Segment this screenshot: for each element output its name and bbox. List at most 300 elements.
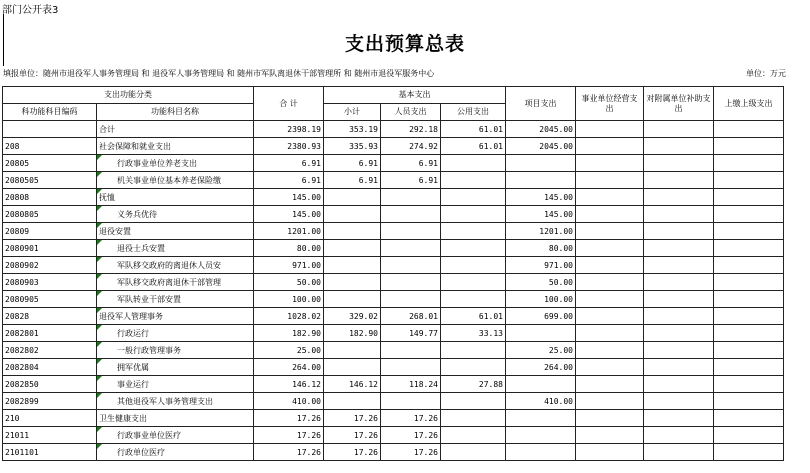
row-total bbox=[254, 342, 324, 359]
row-total bbox=[254, 121, 324, 138]
row-total-text: 6.91 bbox=[301, 175, 321, 185]
row-personnel bbox=[381, 257, 441, 274]
row-personnel bbox=[381, 138, 441, 155]
row-name bbox=[97, 155, 254, 172]
row-personnel bbox=[381, 393, 441, 410]
row-subtotal bbox=[324, 444, 381, 461]
row-subtotal-text: 17.26 bbox=[353, 447, 378, 457]
row-remit bbox=[714, 359, 784, 376]
row-biz-op bbox=[576, 274, 644, 291]
row-code bbox=[3, 274, 97, 291]
row-code-text: 2080505 bbox=[5, 175, 39, 185]
row-name-text: 行政单位医疗 bbox=[117, 447, 165, 457]
row-subtotal bbox=[324, 325, 381, 342]
row-name-text: 行政事业单位医疗 bbox=[117, 430, 181, 440]
table-row bbox=[3, 427, 784, 444]
row-name-text: 其他退役军人事务管理支出 bbox=[117, 396, 213, 406]
row-total bbox=[254, 172, 324, 189]
row-biz-op bbox=[576, 257, 644, 274]
header-remit: 上缴上级支出 bbox=[714, 87, 784, 121]
row-code-text: 21011 bbox=[5, 430, 30, 440]
row-personnel bbox=[381, 376, 441, 393]
table-row bbox=[3, 325, 784, 342]
row-code bbox=[3, 172, 97, 189]
row-code bbox=[3, 308, 97, 325]
row-name bbox=[97, 393, 254, 410]
row-project-text: 145.00 bbox=[544, 209, 573, 219]
row-biz-op bbox=[576, 172, 644, 189]
row-subsidy bbox=[644, 444, 714, 461]
row-subtotal bbox=[324, 240, 381, 257]
row-biz-op bbox=[576, 410, 644, 427]
header-subsidy: 对附属单位补助支出 bbox=[644, 87, 714, 121]
table-row bbox=[3, 359, 784, 376]
cell-marker-icon bbox=[97, 206, 102, 211]
row-project bbox=[506, 291, 576, 308]
row-total-text: 410.00 bbox=[292, 396, 321, 406]
table-row bbox=[3, 257, 784, 274]
row-total-text: 1028.02 bbox=[287, 311, 321, 321]
table-row bbox=[3, 172, 784, 189]
row-name bbox=[97, 427, 254, 444]
row-biz-op bbox=[576, 308, 644, 325]
row-name bbox=[97, 223, 254, 240]
row-subsidy bbox=[644, 138, 714, 155]
header-subtotal: 小计 bbox=[324, 104, 381, 121]
row-name-text: 退役安置 bbox=[99, 226, 131, 236]
row-name-text: 行政事业单位养老支出 bbox=[117, 158, 197, 168]
header-total: 合 计 bbox=[254, 87, 324, 121]
row-remit bbox=[714, 393, 784, 410]
row-public bbox=[441, 444, 506, 461]
row-project bbox=[506, 240, 576, 257]
row-subtotal bbox=[324, 427, 381, 444]
row-subtotal bbox=[324, 359, 381, 376]
row-project bbox=[506, 410, 576, 427]
row-code bbox=[3, 444, 97, 461]
row-project bbox=[506, 274, 576, 291]
cell-marker-icon bbox=[97, 274, 102, 279]
row-total-text: 17.26 bbox=[296, 413, 321, 423]
row-project-text: 50.00 bbox=[548, 277, 573, 287]
cell-marker-icon bbox=[97, 155, 102, 160]
budget-table bbox=[2, 86, 784, 461]
row-total-text: 146.12 bbox=[292, 379, 321, 389]
row-total bbox=[254, 376, 324, 393]
row-public bbox=[441, 223, 506, 240]
row-public bbox=[441, 325, 506, 342]
row-public-text: 33.13 bbox=[478, 328, 503, 338]
row-code bbox=[3, 342, 97, 359]
row-total bbox=[254, 240, 324, 257]
row-biz-op bbox=[576, 444, 644, 461]
row-project-text: 2045.00 bbox=[539, 124, 573, 134]
row-total-text: 1201.00 bbox=[287, 226, 321, 236]
page-title: 支出预算总表 bbox=[344, 33, 465, 55]
row-name bbox=[97, 308, 254, 325]
money-unit: 单位：万元 bbox=[746, 69, 786, 78]
row-biz-op bbox=[576, 189, 644, 206]
row-remit bbox=[714, 240, 784, 257]
row-total bbox=[254, 410, 324, 427]
table-number-label: 部门公开表3 bbox=[2, 5, 59, 16]
row-biz-op bbox=[576, 427, 644, 444]
row-personnel-text: 292.18 bbox=[409, 124, 438, 134]
row-public bbox=[441, 240, 506, 257]
row-total bbox=[254, 308, 324, 325]
row-biz-op bbox=[576, 376, 644, 393]
row-total bbox=[254, 427, 324, 444]
cell-marker-icon bbox=[97, 308, 102, 313]
row-total bbox=[254, 138, 324, 155]
row-subsidy bbox=[644, 172, 714, 189]
row-total bbox=[254, 325, 324, 342]
row-total-text: 100.00 bbox=[292, 294, 321, 304]
table-row bbox=[3, 206, 784, 223]
row-total-text: 50.00 bbox=[296, 277, 321, 287]
row-code-text: 20805 bbox=[5, 158, 30, 168]
row-personnel-text: 268.01 bbox=[409, 311, 438, 321]
row-biz-op bbox=[576, 121, 644, 138]
row-project bbox=[506, 393, 576, 410]
row-personnel bbox=[381, 189, 441, 206]
row-remit bbox=[714, 376, 784, 393]
row-subtotal bbox=[324, 376, 381, 393]
row-remit bbox=[714, 223, 784, 240]
row-personnel bbox=[381, 172, 441, 189]
cell-marker-icon bbox=[97, 342, 102, 347]
row-project-text: 2045.00 bbox=[539, 141, 573, 151]
header-project: 项目支出 bbox=[506, 87, 576, 121]
row-remit bbox=[714, 189, 784, 206]
row-subtotal-text: 17.26 bbox=[353, 430, 378, 440]
row-code bbox=[3, 410, 97, 427]
row-personnel bbox=[381, 121, 441, 138]
row-subtotal bbox=[324, 172, 381, 189]
row-remit bbox=[714, 291, 784, 308]
row-remit bbox=[714, 325, 784, 342]
row-code-text: 208 bbox=[5, 141, 20, 151]
table-row bbox=[3, 240, 784, 257]
header-basic: 基本支出 bbox=[324, 87, 506, 104]
cell-marker-icon bbox=[97, 240, 102, 245]
table-row bbox=[3, 121, 784, 138]
row-total-text: 145.00 bbox=[292, 209, 321, 219]
row-personnel-text: 17.26 bbox=[413, 430, 438, 440]
row-total bbox=[254, 444, 324, 461]
row-biz-op bbox=[576, 342, 644, 359]
row-code bbox=[3, 155, 97, 172]
row-personnel-text: 6.91 bbox=[418, 158, 438, 168]
table-row bbox=[3, 155, 784, 172]
row-project bbox=[506, 223, 576, 240]
row-subsidy bbox=[644, 410, 714, 427]
cell-marker-icon bbox=[97, 393, 102, 398]
row-remit bbox=[714, 274, 784, 291]
row-personnel bbox=[381, 223, 441, 240]
row-subsidy bbox=[644, 342, 714, 359]
row-name bbox=[97, 325, 254, 342]
row-public bbox=[441, 138, 506, 155]
row-name bbox=[97, 274, 254, 291]
row-personnel bbox=[381, 240, 441, 257]
row-subtotal-text: 146.12 bbox=[349, 379, 378, 389]
row-subtotal bbox=[324, 138, 381, 155]
row-biz-op bbox=[576, 291, 644, 308]
row-personnel bbox=[381, 155, 441, 172]
row-project bbox=[506, 342, 576, 359]
row-project-text: 25.00 bbox=[548, 345, 573, 355]
row-personnel bbox=[381, 342, 441, 359]
row-code bbox=[3, 223, 97, 240]
header-personnel: 人员支出 bbox=[381, 104, 441, 121]
row-code-text: 210 bbox=[5, 413, 20, 423]
row-code-text: 20828 bbox=[5, 311, 30, 321]
row-personnel bbox=[381, 206, 441, 223]
row-public bbox=[441, 206, 506, 223]
row-code-text: 20809 bbox=[5, 226, 30, 236]
row-name bbox=[97, 189, 254, 206]
row-subsidy bbox=[644, 325, 714, 342]
row-name-text: 机关事业单位基本养老保险缴 bbox=[117, 175, 221, 185]
table-row bbox=[3, 138, 784, 155]
row-project bbox=[506, 257, 576, 274]
row-name bbox=[97, 257, 254, 274]
row-subsidy bbox=[644, 155, 714, 172]
row-public bbox=[441, 121, 506, 138]
row-project bbox=[506, 189, 576, 206]
row-project bbox=[506, 325, 576, 342]
table-row bbox=[3, 223, 784, 240]
row-personnel bbox=[381, 410, 441, 427]
row-name-text: 一般行政管理事务 bbox=[117, 345, 181, 355]
cell-marker-icon bbox=[97, 257, 102, 262]
row-subsidy bbox=[644, 427, 714, 444]
row-remit bbox=[714, 172, 784, 189]
row-project bbox=[506, 206, 576, 223]
row-project bbox=[506, 155, 576, 172]
row-subsidy bbox=[644, 223, 714, 240]
row-total-text: 80.00 bbox=[296, 243, 321, 253]
row-total bbox=[254, 291, 324, 308]
table-row bbox=[3, 274, 784, 291]
row-subsidy bbox=[644, 274, 714, 291]
row-project-text: 1201.00 bbox=[539, 226, 573, 236]
row-code-text: 2082802 bbox=[5, 345, 39, 355]
row-subtotal bbox=[324, 342, 381, 359]
row-remit bbox=[714, 138, 784, 155]
row-subsidy bbox=[644, 206, 714, 223]
row-subtotal bbox=[324, 257, 381, 274]
header-name: 功能科目名称 bbox=[97, 104, 254, 121]
row-name bbox=[97, 444, 254, 461]
row-biz-op bbox=[576, 325, 644, 342]
row-public bbox=[441, 274, 506, 291]
row-biz-op bbox=[576, 206, 644, 223]
row-personnel-text: 17.26 bbox=[413, 413, 438, 423]
row-code bbox=[3, 121, 97, 138]
header-func-class: 支出功能分类 bbox=[3, 87, 254, 104]
row-project bbox=[506, 444, 576, 461]
row-subtotal-text: 182.90 bbox=[349, 328, 378, 338]
row-name-text: 抚恤 bbox=[99, 192, 115, 202]
table-row bbox=[3, 308, 784, 325]
row-project-text: 971.00 bbox=[544, 260, 573, 270]
row-code-text: 20808 bbox=[5, 192, 30, 202]
row-public bbox=[441, 393, 506, 410]
row-remit bbox=[714, 308, 784, 325]
row-personnel bbox=[381, 291, 441, 308]
row-personnel-text: 6.91 bbox=[418, 175, 438, 185]
table-row bbox=[3, 393, 784, 410]
row-code bbox=[3, 393, 97, 410]
row-personnel bbox=[381, 308, 441, 325]
row-total bbox=[254, 189, 324, 206]
row-code bbox=[3, 325, 97, 342]
row-personnel bbox=[381, 325, 441, 342]
row-personnel bbox=[381, 359, 441, 376]
reporting-unit: 填报单位：随州市退役军人事务管理局 和 退役军人事务管理局 和 随州市军队离退休干部管理所 和 随州市退役军服务中心 bbox=[3, 69, 435, 78]
row-code-text: 2080805 bbox=[5, 209, 39, 219]
row-code bbox=[3, 376, 97, 393]
row-public bbox=[441, 291, 506, 308]
row-biz-op bbox=[576, 359, 644, 376]
row-subsidy bbox=[644, 291, 714, 308]
row-project-text: 100.00 bbox=[544, 294, 573, 304]
table-row bbox=[3, 376, 784, 393]
table-row bbox=[3, 291, 784, 308]
row-name-text: 退役士兵安置 bbox=[117, 243, 165, 253]
header-code: 科功能科目编码 bbox=[3, 104, 97, 121]
row-personnel-text: 17.26 bbox=[413, 447, 438, 457]
row-code-text: 2080902 bbox=[5, 260, 39, 270]
cell-marker-icon bbox=[97, 172, 102, 177]
row-subtotal bbox=[324, 393, 381, 410]
row-personnel bbox=[381, 427, 441, 444]
row-name-text: 社会保障和就业支出 bbox=[99, 141, 171, 151]
row-remit bbox=[714, 155, 784, 172]
row-personnel-text: 149.77 bbox=[409, 328, 438, 338]
row-public-text: 61.01 bbox=[478, 311, 503, 321]
row-project-text: 410.00 bbox=[544, 396, 573, 406]
row-subtotal-text: 353.19 bbox=[349, 124, 378, 134]
table-row bbox=[3, 410, 784, 427]
row-public bbox=[441, 359, 506, 376]
row-remit bbox=[714, 444, 784, 461]
row-public bbox=[441, 172, 506, 189]
row-subtotal bbox=[324, 189, 381, 206]
row-name-text: 退役军人管理事务 bbox=[99, 311, 163, 321]
row-code bbox=[3, 206, 97, 223]
cell-marker-icon bbox=[97, 223, 102, 228]
row-project-text: 264.00 bbox=[544, 362, 573, 372]
row-total-text: 6.91 bbox=[301, 158, 321, 168]
row-personnel bbox=[381, 444, 441, 461]
row-subsidy bbox=[644, 257, 714, 274]
row-name bbox=[97, 359, 254, 376]
row-name-text: 事业运行 bbox=[117, 379, 149, 389]
row-personnel-text: 274.92 bbox=[409, 141, 438, 151]
row-total-text: 182.90 bbox=[292, 328, 321, 338]
row-total bbox=[254, 393, 324, 410]
cell-marker-icon bbox=[97, 325, 102, 330]
row-subsidy bbox=[644, 189, 714, 206]
row-name bbox=[97, 121, 254, 138]
row-code-text: 2080903 bbox=[5, 277, 39, 287]
row-subtotal-text: 6.91 bbox=[358, 158, 378, 168]
row-code bbox=[3, 291, 97, 308]
row-total-text: 17.26 bbox=[296, 430, 321, 440]
row-total-text: 264.00 bbox=[292, 362, 321, 372]
row-code bbox=[3, 240, 97, 257]
row-name-text: 卫生健康支出 bbox=[99, 413, 147, 423]
cell-marker-icon bbox=[97, 291, 102, 296]
row-name bbox=[97, 410, 254, 427]
row-code-text: 2082801 bbox=[5, 328, 39, 338]
row-project-text: 80.00 bbox=[548, 243, 573, 253]
row-public bbox=[441, 189, 506, 206]
row-code-text: 2080905 bbox=[5, 294, 39, 304]
row-remit bbox=[714, 342, 784, 359]
row-subsidy bbox=[644, 308, 714, 325]
row-name-text: 义务兵优待 bbox=[117, 209, 157, 219]
row-subsidy bbox=[644, 121, 714, 138]
row-name-text: 军队转业干部安置 bbox=[117, 294, 181, 304]
row-name bbox=[97, 172, 254, 189]
row-personnel-text: 118.24 bbox=[409, 379, 438, 389]
row-name-text: 拥军优属 bbox=[117, 362, 149, 372]
row-total-text: 25.00 bbox=[296, 345, 321, 355]
row-total bbox=[254, 257, 324, 274]
row-biz-op bbox=[576, 155, 644, 172]
row-name-text: 军队移交政府的离退休人员安 bbox=[117, 260, 221, 270]
row-total bbox=[254, 206, 324, 223]
row-name-text: 军队移交政府离退休干部管理 bbox=[117, 277, 221, 287]
cell-marker-icon bbox=[97, 376, 102, 381]
row-subtotal-text: 17.26 bbox=[353, 413, 378, 423]
row-code bbox=[3, 257, 97, 274]
row-code-text: 2101101 bbox=[5, 447, 39, 457]
row-project bbox=[506, 121, 576, 138]
row-remit bbox=[714, 206, 784, 223]
row-public bbox=[441, 342, 506, 359]
row-total-text: 2398.19 bbox=[287, 124, 321, 134]
row-project bbox=[506, 308, 576, 325]
row-public-text: 61.01 bbox=[478, 124, 503, 134]
row-project bbox=[506, 172, 576, 189]
header-biz-op: 事业单位经营支出 bbox=[576, 87, 644, 121]
row-code bbox=[3, 138, 97, 155]
row-biz-op bbox=[576, 223, 644, 240]
row-subtotal bbox=[324, 206, 381, 223]
table-row bbox=[3, 444, 784, 461]
row-project-text: 145.00 bbox=[544, 192, 573, 202]
row-public-text: 61.01 bbox=[478, 141, 503, 151]
row-total bbox=[254, 155, 324, 172]
row-subtotal-text: 335.93 bbox=[349, 141, 378, 151]
row-name-text: 行政运行 bbox=[117, 328, 149, 338]
row-name-text: 合计 bbox=[99, 124, 115, 134]
row-project bbox=[506, 359, 576, 376]
row-total bbox=[254, 359, 324, 376]
row-subtotal bbox=[324, 410, 381, 427]
row-name bbox=[97, 376, 254, 393]
row-code-text: 2082850 bbox=[5, 379, 39, 389]
row-remit bbox=[714, 427, 784, 444]
row-code-text: 2080901 bbox=[5, 243, 39, 253]
cell-marker-icon bbox=[97, 444, 102, 449]
cell-marker-icon bbox=[97, 359, 102, 364]
